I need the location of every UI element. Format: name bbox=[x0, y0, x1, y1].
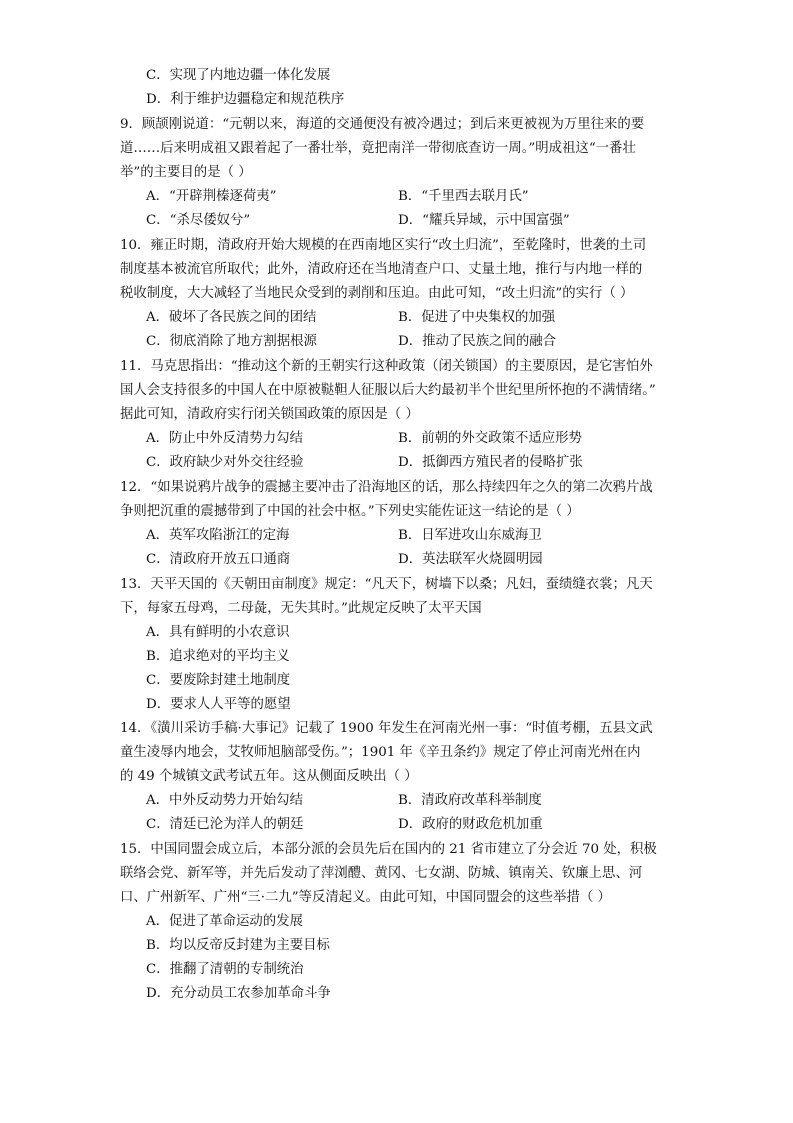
q14-option-a: A．中外反动势力开始勾结 bbox=[146, 793, 303, 808]
q13-stem-line-1: 13．天平天国的《天朝田亩制度》规定：“凡天下，树墙下以桑；凡妇，蚕绩缝衣裳；凡天 bbox=[120, 577, 653, 592]
q12-option-a: A．英军攻陷浙江的定海 bbox=[146, 528, 290, 543]
q8-option-c: C．实现了内地边疆一体化发展 bbox=[146, 68, 331, 83]
q14-option-d: D．政府的财政危机加重 bbox=[398, 817, 543, 832]
q9-stem-line-1: 9．顾颉刚说道：“元朝以来，海道的交通便没有被冷遇过；到后来更被视为万里往来的要 bbox=[120, 117, 645, 132]
q14-stem-line-2: 童生凌辱内地会，艾牧师旭脑部受伤。”；1901 年《辛丑条约》规定了停止河南光州在内 bbox=[120, 745, 641, 760]
q10-option-c: C．彻底消除了地方割据根源 bbox=[146, 334, 317, 349]
q9-option-a: A．“开辟荆榛逐荷夷” bbox=[146, 189, 277, 204]
q12-option-b: B．日军进攻山东威海卫 bbox=[398, 528, 542, 543]
q11-option-d: D．抵御西方殖民者的侵略扩张 bbox=[398, 455, 583, 470]
q15-option-d: D．充分动员工农参加革命斗争 bbox=[146, 986, 331, 1001]
q11-stem-line-1: 11．马克思指出：“推动这个新的王朝实行这种政策（闭关锁国）的主要原因，是它害怕外 bbox=[120, 359, 653, 374]
q10-option-b: B．促进了中央集权的加强 bbox=[398, 310, 556, 325]
q15-stem-line-2: 联络会党、新军等，并先后发动了萍浏醴、黄冈、七女湖、防城、镇南关、钦廉上思、河 bbox=[120, 866, 643, 881]
q10-stem-line-3: 税收制度，大大减轻了当地民众受到的剥削和压迫。由此可知，“改土归流”的实行（ ） bbox=[120, 286, 634, 301]
q15-option-c: C．推翻了清朝的专制统治 bbox=[146, 962, 304, 977]
q10-stem-line-2: 制度基本被流官所取代；此外，清政府还在当地清查户口、丈量土地，推行与内地一样的 bbox=[120, 262, 643, 277]
q14-stem-line-3: 的 49 个城镇文武考试五年。这从侧面反映出（ ） bbox=[120, 769, 418, 784]
q9-option-b: B．“千里西去联月氏” bbox=[398, 189, 529, 204]
q15-option-a: A．促进了革命运动的发展 bbox=[146, 914, 303, 929]
q13-option-c: C．要废除封建土地制度 bbox=[146, 673, 291, 688]
q14-option-c: C．清廷已沦为洋人的朝廷 bbox=[146, 817, 304, 832]
q12-option-c: C．清政府开放五口通商 bbox=[146, 552, 291, 567]
q11-option-c: C．政府缺少对外交往经验 bbox=[146, 455, 304, 470]
q10-stem-line-1: 10．雍正时期，清政府开始大规模的在西南地区实行“改土归流”，至乾隆时，世袭的土司 bbox=[120, 238, 647, 253]
q13-stem-line-2: 下，每家五母鸡，二母彘，无失其时。”此规定反映了太平天国 bbox=[120, 601, 482, 616]
q15-option-b: B．均以反帝反封建为主要目标 bbox=[146, 938, 330, 953]
q13-option-b: B．追求绝对的平均主义 bbox=[146, 649, 290, 664]
q15-stem-line-1: 15．中国同盟会成立后，本部分派的会员先后在国内的 21 省市建立了分会近 70 处，积极 bbox=[120, 842, 657, 857]
q9-stem-line-3: 举”的主要目的是（ ） bbox=[120, 165, 252, 180]
q11-stem-line-3: 据此可知，清政府实行闭关锁国政策的原因是（ ） bbox=[120, 407, 419, 422]
q9-stem-line-2: 道……后来明成祖又跟着起了一番壮举，竟把南洋一带彻底查访一周。”明成祖这“一番壮 bbox=[120, 141, 636, 156]
q13-option-d: D．要求人人平等的愿望 bbox=[146, 697, 291, 712]
q11-option-a: A．防止中外反清势力勾结 bbox=[146, 431, 303, 446]
q12-stem-line-1: 12．“如果说鸦片战争的震撼主要冲击了沿海地区的话，那么持续四年之久的第二次鸦片战 bbox=[120, 480, 653, 495]
q9-option-c: C．“杀尽倭奴兮” bbox=[146, 213, 251, 228]
q11-option-b: B．前朝的外交政策不适应形势 bbox=[398, 431, 582, 446]
q11-stem-line-2: 国人会支持很多的中国人在中原被鞑靼人征服以后大约最初半个世纪里所怀抱的不满情绪。” bbox=[120, 383, 656, 398]
q12-stem-line-2: 争则把沉重的震撼带到了中国的社会中枢。”下列史实能佐证这一结论的是（ ） bbox=[120, 504, 580, 519]
q14-option-b: B．清政府改革科举制度 bbox=[398, 793, 542, 808]
q10-option-d: D．推动了民族之间的融合 bbox=[398, 334, 557, 349]
q13-option-a: A．具有鲜明的小农意识 bbox=[146, 625, 290, 640]
q10-option-a: A．破坏了各民族之间的团结 bbox=[146, 310, 317, 325]
q14-stem-line-1: 14．《潢川采访手稿·大事记》记载了 1900 年发生在河南光州一事：“时值考棚，五县文武 bbox=[120, 721, 653, 736]
q8-option-d: D．利于维护边疆稳定和规范秩序 bbox=[146, 92, 345, 107]
q9-option-d: D．“耀兵异域，示中国富强” bbox=[398, 213, 570, 228]
q15-stem-line-3: 口、广州新军、广州“三·二九”等反清起义。由此可知，中国同盟会的这些举措（ ） bbox=[120, 890, 611, 905]
q12-option-d: D．英法联军火烧圆明园 bbox=[398, 552, 543, 567]
